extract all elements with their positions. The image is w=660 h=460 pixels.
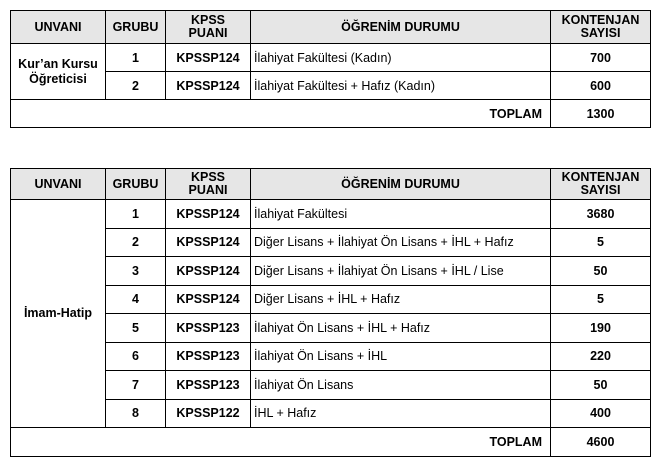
header-kpss-line2: PUANI bbox=[188, 26, 228, 40]
grubu-cell: 4 bbox=[106, 285, 166, 314]
kpss-cell: KPSSP124 bbox=[166, 44, 251, 72]
header-ogrenim-durumu: ÖĞRENİM DURUMU bbox=[251, 169, 551, 200]
table-row bbox=[11, 371, 651, 400]
grubu-cell: 1 bbox=[106, 200, 166, 229]
header-kpss-line2: PUANI bbox=[188, 183, 228, 197]
header-kontenjan-line2: SAYISI bbox=[580, 183, 621, 197]
header-kpss-puani bbox=[166, 169, 251, 200]
grubu-cell: 7 bbox=[106, 371, 166, 400]
kontenjan-cell: 5 bbox=[551, 285, 651, 314]
total-label: TOPLAM bbox=[11, 100, 551, 128]
grubu-cell: 3 bbox=[106, 257, 166, 286]
kpss-cell: KPSSP123 bbox=[166, 342, 251, 371]
ogrenim-cell: İHL + Hafız bbox=[251, 399, 551, 428]
grubu-cell: 8 bbox=[106, 399, 166, 428]
kontenjan-cell: 220 bbox=[551, 342, 651, 371]
table-row bbox=[11, 285, 651, 314]
ogrenim-cell: Diğer Lisans + İHL + Hafız bbox=[251, 285, 551, 314]
kuran-kursu-table bbox=[10, 10, 651, 128]
ogrenim-cell: İlahiyat Fakültesi + Hafız (Kadın) bbox=[251, 72, 551, 100]
ogrenim-cell: İlahiyat Fakültesi (Kadın) bbox=[251, 44, 551, 72]
header-row bbox=[11, 11, 651, 44]
header-kontenjan-sayisi bbox=[551, 11, 651, 44]
header-kontenjan-line2: SAYISI bbox=[580, 26, 621, 40]
kontenjan-cell: 600 bbox=[551, 72, 651, 100]
kpss-cell: KPSSP124 bbox=[166, 228, 251, 257]
kpss-cell: KPSSP124 bbox=[166, 285, 251, 314]
unvan-line2: Öğreticisi bbox=[29, 71, 87, 86]
ogrenim-cell: Diğer Lisans + İlahiyat Ön Lisans + İHL + Hafız bbox=[251, 228, 551, 257]
kpss-cell: KPSSP124 bbox=[166, 200, 251, 229]
kontenjan-cell: 5 bbox=[551, 228, 651, 257]
header-kpss-puani bbox=[166, 11, 251, 44]
unvan-cell bbox=[11, 44, 106, 100]
kpss-cell: KPSSP124 bbox=[166, 257, 251, 286]
table-row bbox=[11, 200, 651, 229]
table-row bbox=[11, 314, 651, 343]
header-ogrenim-durumu: ÖĞRENİM DURUMU bbox=[251, 11, 551, 44]
header-kontenjan-sayisi bbox=[551, 169, 651, 200]
header-grubu: GRUBU bbox=[106, 11, 166, 44]
kpss-cell: KPSSP123 bbox=[166, 371, 251, 400]
header-row bbox=[11, 169, 651, 200]
imam-hatip-table bbox=[10, 168, 651, 457]
kontenjan-cell: 50 bbox=[551, 257, 651, 286]
kontenjan-cell: 3680 bbox=[551, 200, 651, 229]
header-kpss-line1: KPSS bbox=[190, 170, 226, 184]
table-row bbox=[11, 257, 651, 286]
table-row bbox=[11, 399, 651, 428]
header-grubu: GRUBU bbox=[106, 169, 166, 200]
unvan-line1: Kur’an Kursu bbox=[18, 56, 98, 71]
grubu-cell: 1 bbox=[106, 44, 166, 72]
ogrenim-cell: İlahiyat Ön Lisans + İHL + Hafız bbox=[251, 314, 551, 343]
total-row bbox=[11, 100, 651, 128]
header-unvani: UNVANI bbox=[11, 11, 106, 44]
total-row bbox=[11, 428, 651, 457]
table-row bbox=[11, 342, 651, 371]
kontenjan-cell: 190 bbox=[551, 314, 651, 343]
grubu-cell: 2 bbox=[106, 228, 166, 257]
kontenjan-cell: 50 bbox=[551, 371, 651, 400]
grubu-cell: 2 bbox=[106, 72, 166, 100]
kontenjan-cell: 700 bbox=[551, 44, 651, 72]
kpss-cell: KPSSP122 bbox=[166, 399, 251, 428]
ogrenim-cell: İlahiyat Fakültesi bbox=[251, 200, 551, 229]
header-kontenjan-line1: KONTENJAN bbox=[561, 13, 640, 27]
unvan-cell: İmam-Hatip bbox=[11, 200, 106, 428]
header-unvani: UNVANI bbox=[11, 169, 106, 200]
grubu-cell: 5 bbox=[106, 314, 166, 343]
ogrenim-cell: İlahiyat Ön Lisans + İHL bbox=[251, 342, 551, 371]
grubu-cell: 6 bbox=[106, 342, 166, 371]
kpss-cell: KPSSP124 bbox=[166, 72, 251, 100]
total-label: TOPLAM bbox=[11, 428, 551, 457]
table-row bbox=[11, 228, 651, 257]
table-row bbox=[11, 44, 651, 72]
ogrenim-cell: İlahiyat Ön Lisans bbox=[251, 371, 551, 400]
header-kpss-line1: KPSS bbox=[190, 13, 226, 27]
total-value: 1300 bbox=[551, 100, 651, 128]
header-kontenjan-line1: KONTENJAN bbox=[561, 170, 640, 184]
total-value: 4600 bbox=[551, 428, 651, 457]
kontenjan-cell: 400 bbox=[551, 399, 651, 428]
table-row bbox=[11, 72, 651, 100]
kpss-cell: KPSSP123 bbox=[166, 314, 251, 343]
ogrenim-cell: Diğer Lisans + İlahiyat Ön Lisans + İHL / Lise bbox=[251, 257, 551, 286]
